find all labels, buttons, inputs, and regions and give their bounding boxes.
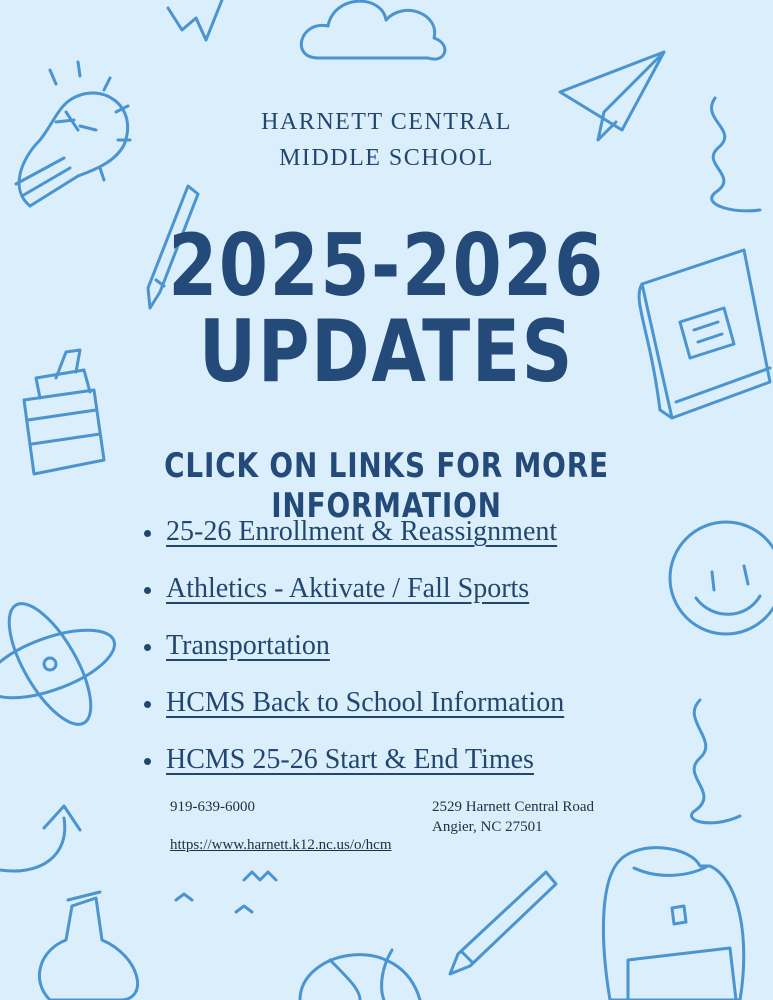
school-name-line1: HARNETT CENTRAL bbox=[261, 109, 512, 135]
ball-icon bbox=[300, 950, 420, 1000]
list-item bbox=[140, 624, 564, 681]
title-year: 2025-2026 bbox=[168, 216, 605, 316]
subtitle: CLICK ON LINKS FOR MORE INFORMATION bbox=[164, 446, 609, 526]
atom-icon bbox=[0, 592, 123, 736]
list-item bbox=[140, 567, 564, 624]
lightning-icon bbox=[168, 0, 222, 40]
flask-icon bbox=[39, 892, 137, 1000]
backpack-icon bbox=[603, 848, 743, 1000]
birds-icon bbox=[176, 872, 276, 912]
pencil-icon bbox=[450, 872, 556, 974]
link-athletics[interactable]: Athletics - Aktivate / Fall Sports bbox=[166, 573, 530, 604]
smiley-icon bbox=[670, 522, 773, 634]
address bbox=[432, 797, 594, 837]
school-name-line2: MIDDLE SCHOOL bbox=[279, 145, 494, 171]
list-item bbox=[140, 510, 564, 567]
website-link-wrap bbox=[170, 835, 392, 855]
link-transportation[interactable]: Transportation bbox=[166, 630, 330, 661]
arrow-icon bbox=[0, 806, 80, 871]
school-name bbox=[0, 104, 773, 176]
link-back-to-school[interactable]: HCMS Back to School Information bbox=[166, 687, 565, 718]
squiggle-icon bbox=[692, 700, 740, 823]
link-start-end-times[interactable]: HCMS 25-26 Start & End Times bbox=[166, 744, 534, 775]
address-line1: 2529 Harnett Central Road bbox=[432, 799, 595, 815]
list-item bbox=[140, 681, 564, 738]
title-updates: UPDATES bbox=[198, 302, 575, 402]
cloud-icon bbox=[301, 1, 445, 59]
links-list bbox=[140, 510, 564, 795]
link-enrollment[interactable]: 25-26 Enrollment & Reassignment bbox=[166, 516, 558, 547]
phone-number: 919-639-6000 bbox=[170, 799, 255, 815]
address-line2: Angier, NC 27501 bbox=[432, 819, 543, 835]
website-link[interactable]: https://www.harnett.k12.nc.us/o/hcm bbox=[170, 837, 392, 853]
list-item bbox=[140, 738, 564, 795]
